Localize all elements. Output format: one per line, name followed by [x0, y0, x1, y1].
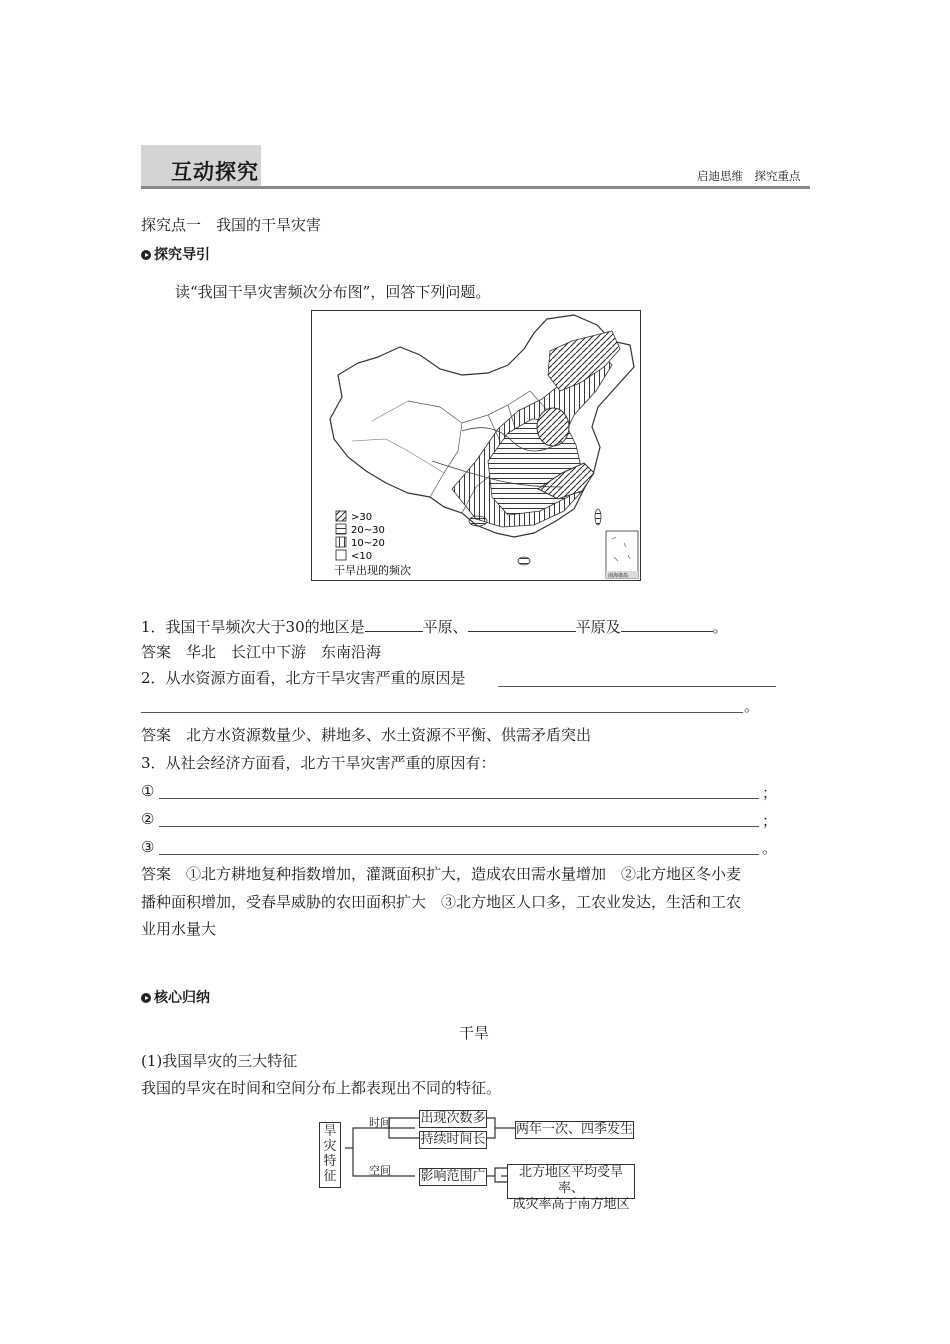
- answer-1-text: 华北 长江中下游 东南沿海: [186, 643, 382, 661]
- diagram-box-space-result: [507, 1164, 635, 1212]
- q3-item-3-marker: ③: [141, 838, 155, 856]
- q3-item-3-end: 。: [762, 839, 778, 857]
- answer-2-label: 答案: [141, 726, 172, 744]
- legend-title: 干旱出现的频次: [334, 564, 411, 577]
- summary-label: 核心归纳: [154, 990, 210, 1006]
- china-map-svg: [312, 311, 640, 580]
- answer-3-line-2: 播种面积增加，受春旱威胁的农田面积扩大 ③北方地区人口多，工农业发达，生活和工农: [141, 893, 742, 911]
- diagram-box-time-result: 两年一次、四季发生: [516, 1122, 634, 1137]
- answer-3-text-1: ①北方耕地复种指数增加，灌溉面积扩大，造成农田需水量增加 ②北方地区冬小麦: [186, 865, 742, 883]
- diagram-space-result-line-2: 成灾率高于南方地区: [512, 1197, 630, 1212]
- summary-title: 干旱: [459, 1024, 490, 1042]
- summary-label-row: [141, 987, 210, 1007]
- q1-prefix: 1．我国干旱频次大于30的地区是: [141, 618, 365, 636]
- intro-text: 读“我国干旱灾害频次分布图”，回答下列问题。: [175, 283, 491, 301]
- answer-2-text: 北方水资源数量少、耕地多、水土资源不平衡、供需矛盾突出: [186, 726, 592, 744]
- header-subtitle: 启迪思维 探究重点: [697, 169, 801, 183]
- legend-label-2: 20~30: [351, 525, 385, 536]
- q1-end: 。: [712, 618, 728, 636]
- play-bullet-icon: [141, 250, 151, 260]
- drought-frequency-map: [311, 310, 641, 581]
- q2-blank-line-1[interactable]: [498, 686, 776, 687]
- diagram-root-text: 旱灾特征: [323, 1124, 337, 1184]
- diagram-space-label: 空间: [369, 1164, 391, 1177]
- q2-end: 。: [744, 697, 760, 715]
- q2-blank-line-2[interactable]: [141, 712, 743, 713]
- diagram-root-box: [319, 1122, 341, 1188]
- header-rule: [141, 186, 810, 189]
- answer-1-label: 答案: [141, 643, 172, 661]
- question-2: [141, 668, 466, 688]
- diagram-box-duration: 持续时间长: [420, 1132, 486, 1147]
- q1-mid2: 平原及: [575, 618, 621, 636]
- q3-item-2-end: ；: [762, 812, 778, 830]
- diagram-time-label: 时间: [369, 1116, 391, 1129]
- answer-3-line-1: [141, 864, 741, 884]
- inset-label: 南海诸岛: [608, 573, 629, 579]
- answer-3-label: 答案: [141, 865, 172, 883]
- legend-label-1: >30: [351, 512, 373, 523]
- guide-label: 探究导引: [154, 247, 210, 263]
- question-3: 3．从社会经济方面看，北方干旱灾害严重的原因有：: [141, 754, 496, 772]
- q1-blank-3[interactable]: [621, 617, 713, 632]
- answer-1: [141, 642, 381, 662]
- diagram-box-frequency: 出现次数多: [420, 1111, 486, 1126]
- q2-text: 2．从水资源方面看，北方干旱灾害严重的原因是: [141, 669, 466, 687]
- q1-blank-1[interactable]: [365, 617, 423, 632]
- legend-label-4: <10: [351, 551, 373, 562]
- q3-item-1-marker: ①: [141, 782, 155, 800]
- answer-3-line-3: 业用水量大: [141, 920, 217, 938]
- q3-blank-line-2[interactable]: [159, 826, 759, 827]
- guide-label-row: [141, 244, 210, 264]
- q3-blank-line-1[interactable]: [159, 798, 759, 799]
- summary-sub-heading: (1)我国旱灾的三大特征: [141, 1052, 298, 1070]
- legend-label-3: 10~20: [351, 538, 385, 549]
- question-1: [141, 617, 728, 637]
- play-bullet-icon: [141, 993, 151, 1003]
- diagram-space-result-line-1: 北方地区平均受旱率、: [518, 1165, 623, 1196]
- answer-2: [141, 725, 591, 745]
- section-title: 互动探究: [171, 160, 259, 184]
- q3-blank-line-3[interactable]: [159, 854, 759, 855]
- summary-description: 我国的旱灾在时间和空间分布上都表现出不同的特征。: [141, 1079, 502, 1097]
- diagram-box-range: 影响范围广: [420, 1169, 486, 1184]
- topic-heading: 探究点一 我国的干旱灾害: [141, 216, 322, 234]
- q3-item-1-end: ；: [762, 784, 778, 802]
- q1-blank-2[interactable]: [468, 617, 576, 632]
- q1-mid1: 平原、: [422, 618, 468, 636]
- q3-item-2-marker: ②: [141, 810, 155, 828]
